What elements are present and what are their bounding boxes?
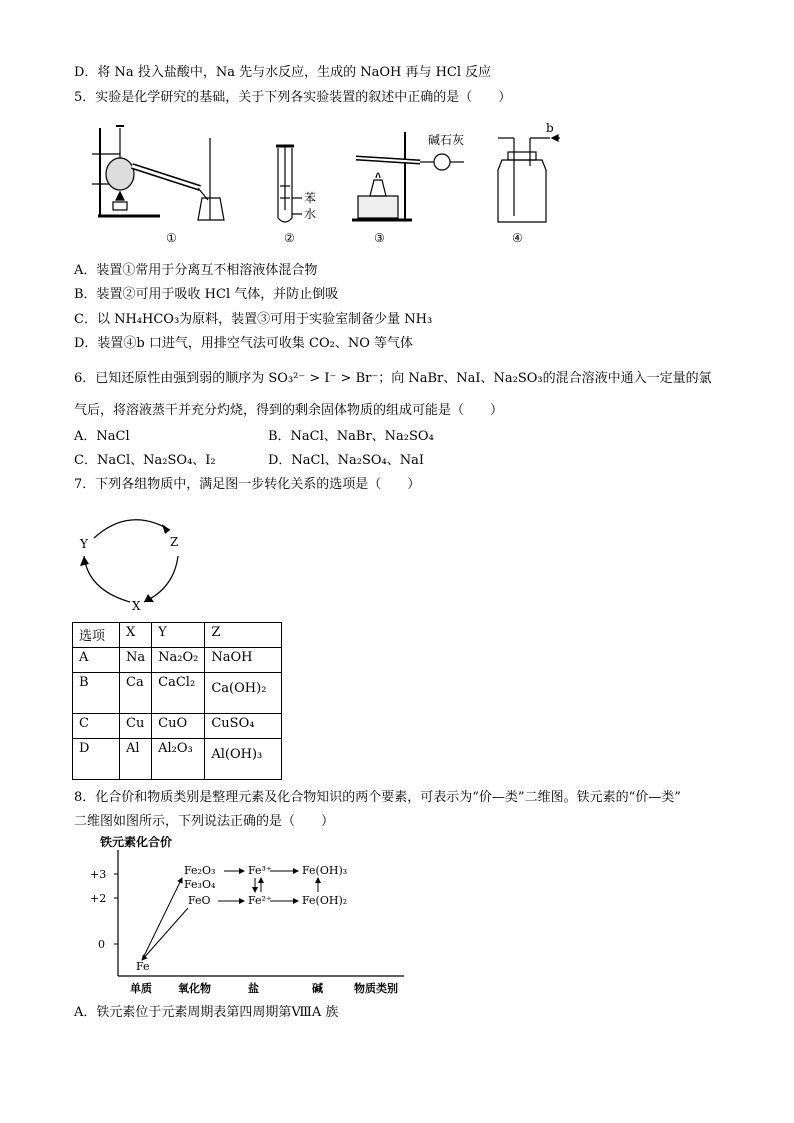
y-tick-plus3: +3: [90, 868, 107, 881]
q8-option-a: A．铁元素位于元素周期表第四周期第ⅧA 族: [74, 1005, 339, 1020]
table-row: [73, 739, 282, 780]
species-feoh3: Fe(OH)₃: [302, 864, 348, 877]
q6-option-d: D．NaCl、Na₂SO₄、NaI: [268, 453, 425, 468]
species-feoh2: Fe(OH)₂: [302, 894, 348, 907]
q6-option-c: C．NaCl、Na₂SO₄、I₂: [74, 453, 216, 468]
q6-stem-line1: 6．已知还原性由强到弱的顺序为 SO₃²⁻ > I⁻ > Br⁻；向 NaBr、NaI、Na₂SO₃的混合溶液中通入一定量的氯: [74, 371, 712, 386]
apparatus-1-label: ①: [166, 231, 177, 245]
q5-option-c: C．以 NH₄HCO₃为原料，装置③可用于实验室制备少量 NH₃: [74, 312, 433, 327]
q5-stem: 5．实验是化学研究的基础，关于下列各实验装置的叙述中正确的是（ ）: [74, 90, 512, 105]
x-cat-base: 碱: [312, 982, 323, 995]
q7-options-table: [72, 622, 282, 780]
q6-stem-line2: 气后，将溶液蒸干并充分灼烧，得到的剩余固体物质的组成可能是（ ）: [74, 403, 504, 418]
header-cell: 选项: [73, 623, 120, 648]
header-cell: Y: [152, 623, 205, 648]
apparatus-1-distillation: [92, 126, 224, 220]
table-cell: CaCl₂: [152, 673, 205, 714]
apparatus-4-label: ④: [512, 231, 523, 245]
q7-cycle-diagram: [74, 506, 194, 616]
x-cat-salt: 盐: [248, 982, 259, 995]
table-cell: D: [73, 739, 120, 780]
q5-apparatus-figure: [80, 118, 560, 248]
table-cell: NaOH: [205, 648, 282, 673]
q8-valence-class-chart: [84, 836, 424, 1002]
benzene-label: 苯: [304, 191, 317, 205]
table-cell: CuSO₄: [205, 714, 282, 739]
apparatus-2-test-tube: [276, 146, 302, 222]
conversion-arrows: [142, 871, 318, 960]
table-cell: B: [73, 673, 120, 714]
x-axis-label: 物质类别: [354, 982, 398, 995]
cycle-y-label: Y: [80, 537, 88, 551]
q6-option-b: B．NaCl、NaBr、Na₂SO₄: [268, 429, 434, 444]
table-cell: C: [73, 714, 120, 739]
table-row: [73, 714, 282, 739]
sodalime-label: 碱石灰: [428, 133, 465, 147]
species-fe2o3: Fe₂O₃: [184, 864, 216, 877]
q5-option-d: D．装置④b 口进气，用排空气法可收集 CO₂、NO 等气体: [74, 336, 413, 351]
port-b-label: b: [546, 121, 554, 135]
water-label: 水: [304, 207, 317, 221]
header-cell: Z: [205, 623, 282, 648]
table-cell: Cu: [120, 714, 152, 739]
q8-stem-line1: 8．化合价和物质类别是整理元素及化合物知识的两个要素，可表示为“价—类”二维图。铁元素的“价—类”: [74, 790, 681, 805]
table-cell: Ca(OH)₂: [205, 673, 282, 714]
table-row: [73, 673, 282, 714]
species-fe3plus: Fe³⁺: [248, 864, 272, 877]
y-tick-plus2: +2: [90, 892, 107, 905]
apparatus-2-label: ②: [284, 231, 295, 245]
y-axis-label: 铁元素化合价: [100, 836, 173, 849]
table-cell: Al: [120, 739, 152, 780]
table-cell: Ca: [120, 673, 152, 714]
y-tick-zero: 0: [98, 938, 105, 951]
table-row: [73, 648, 282, 673]
q4-option-d: D．将 Na 投入盐酸中，Na 先与水反应，生成的 NaOH 再与 HCl 反应: [74, 65, 492, 80]
species-fe3o4: Fe₃O₄: [184, 878, 216, 891]
table-header-row: [73, 623, 282, 648]
header-cell: X: [120, 623, 152, 648]
apparatus-4-gas-bottle: [498, 135, 560, 222]
q5-option-b: B．装置②可用于吸收 HCl 气体，并防止倒吸: [74, 287, 339, 302]
table-cell: CuO: [152, 714, 205, 739]
table-cell: A: [73, 648, 120, 673]
cycle-x-label: X: [132, 599, 141, 613]
table-cell: Al(OH)₃: [205, 739, 282, 780]
table-cell: Al₂O₃: [152, 739, 205, 780]
x-cat-oxide: 氧化物: [178, 982, 211, 995]
species-fe: Fe: [136, 960, 150, 973]
q6-option-a: A．NaCl: [74, 429, 130, 444]
q8-stem-line2: 二维图如图所示，下列说法正确的是（ ）: [74, 814, 335, 829]
table-cell: Na: [120, 648, 152, 673]
cycle-z-label: Z: [170, 535, 179, 549]
species-feo: FeO: [188, 894, 211, 907]
table-cell: Na₂O₂: [152, 648, 205, 673]
x-cat-element: 单质: [130, 982, 152, 995]
apparatus-3-label: ③: [374, 231, 385, 245]
species-fe2plus: Fe²⁺: [248, 894, 272, 907]
q7-stem: 7．下列各组物质中，满足图一步转化关系的选项是（ ）: [74, 477, 421, 492]
q5-option-a: A．装置①常用于分离互不相溶液体混合物: [74, 263, 318, 278]
